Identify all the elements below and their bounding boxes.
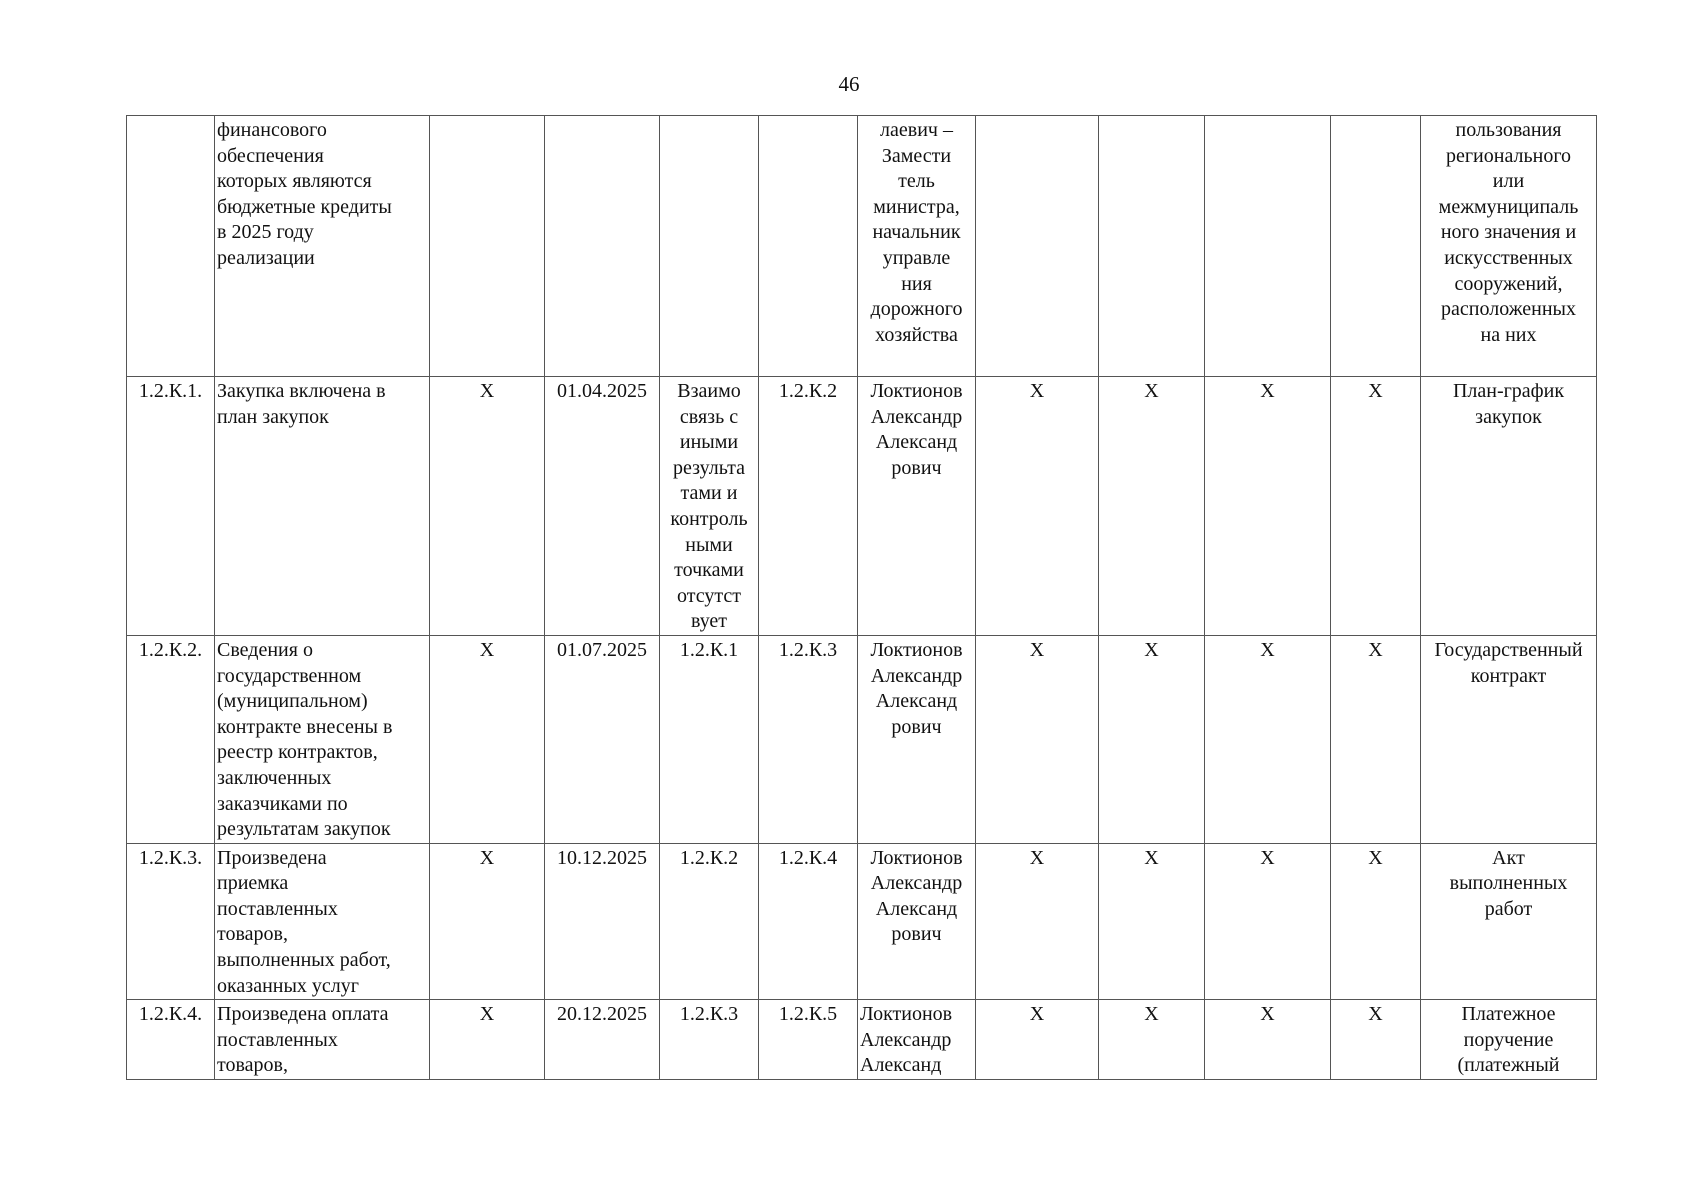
control-points-table [126,115,1597,1080]
cell-x: Х [976,635,1099,843]
responsible-person: Локтионов Александр Александ [858,1000,976,1080]
cell-x: Х [1331,1000,1421,1080]
point-name: Произведена оплата поставленных товаров, [215,1000,430,1080]
point-code: 1.2.К.1. [127,377,215,636]
point-date [545,116,660,377]
successor [759,116,858,377]
cell-x: Х [1331,377,1421,636]
point-name: Сведения о государственном (муниципальном) контракте внесены в реестр контрактов, заключенных заказчиками по результатам закупок [215,635,430,843]
table-row [127,377,1597,636]
responsible-person: Локтионов Александр Александ рович [858,377,976,636]
successor: 1.2.К.3 [759,635,858,843]
point-date: 01.04.2025 [545,377,660,636]
predecessor: Взаимо связь с иными результа тами и контроль ными точками отсутст вует [660,377,759,636]
cell-x: Х [1099,377,1205,636]
responsible-person: Локтионов Александр Александ рович [858,635,976,843]
predecessor [660,116,759,377]
document-type: пользования регионального или межмуниципаль ного значения и искусственных сооружений, расположенных на них [1421,116,1597,377]
cell-x: Х [430,377,545,636]
cell-x [430,116,545,377]
table-row [127,635,1597,843]
document-type: Акт выполненных работ [1421,843,1597,1000]
point-code [127,116,215,377]
document-type: Государственный контракт [1421,635,1597,843]
cell-x [1331,116,1421,377]
page-number: 46 [838,72,860,96]
point-name: финансового обеспечения которых являются бюджетные кредиты в 2025 году реализации [215,116,430,377]
point-date: 01.07.2025 [545,635,660,843]
document-type: План-график закупок [1421,377,1597,636]
point-name: Произведена приемка поставленных товаров, выполненных работ, оказанных услуг [215,843,430,1000]
table-row [127,116,1597,377]
point-code: 1.2.К.3. [127,843,215,1000]
table-row [127,1000,1597,1080]
point-name: Закупка включена в план закупок [215,377,430,636]
cell-x: Х [1205,843,1331,1000]
responsible-person: Локтионов Александр Александ рович [858,843,976,1000]
point-date: 10.12.2025 [545,843,660,1000]
predecessor: 1.2.К.1 [660,635,759,843]
cell-x: Х [1205,377,1331,636]
cell-x [1205,116,1331,377]
cell-x: Х [1205,635,1331,843]
cell-x: Х [1205,1000,1331,1080]
cell-x: Х [1099,635,1205,843]
cell-x: Х [976,1000,1099,1080]
responsible-person: лаевич – Замести тель министра, начальник управле ния дорожного хозяйства [858,116,976,377]
cell-x: Х [1099,843,1205,1000]
cell-x [1099,116,1205,377]
cell-x: Х [1331,843,1421,1000]
predecessor: 1.2.К.2 [660,843,759,1000]
successor: 1.2.К.4 [759,843,858,1000]
successor: 1.2.К.5 [759,1000,858,1080]
point-date: 20.12.2025 [545,1000,660,1080]
document-type: Платежное поручение (платежный [1421,1000,1597,1080]
cell-x [976,116,1099,377]
point-code: 1.2.К.2. [127,635,215,843]
cell-x: Х [976,843,1099,1000]
successor: 1.2.К.2 [759,377,858,636]
cell-x: Х [430,843,545,1000]
point-code: 1.2.К.4. [127,1000,215,1080]
predecessor: 1.2.К.3 [660,1000,759,1080]
table-row [127,843,1597,1000]
cell-x: Х [430,635,545,843]
cell-x: Х [976,377,1099,636]
cell-x: Х [1331,635,1421,843]
cell-x: Х [430,1000,545,1080]
cell-x: Х [1099,1000,1205,1080]
